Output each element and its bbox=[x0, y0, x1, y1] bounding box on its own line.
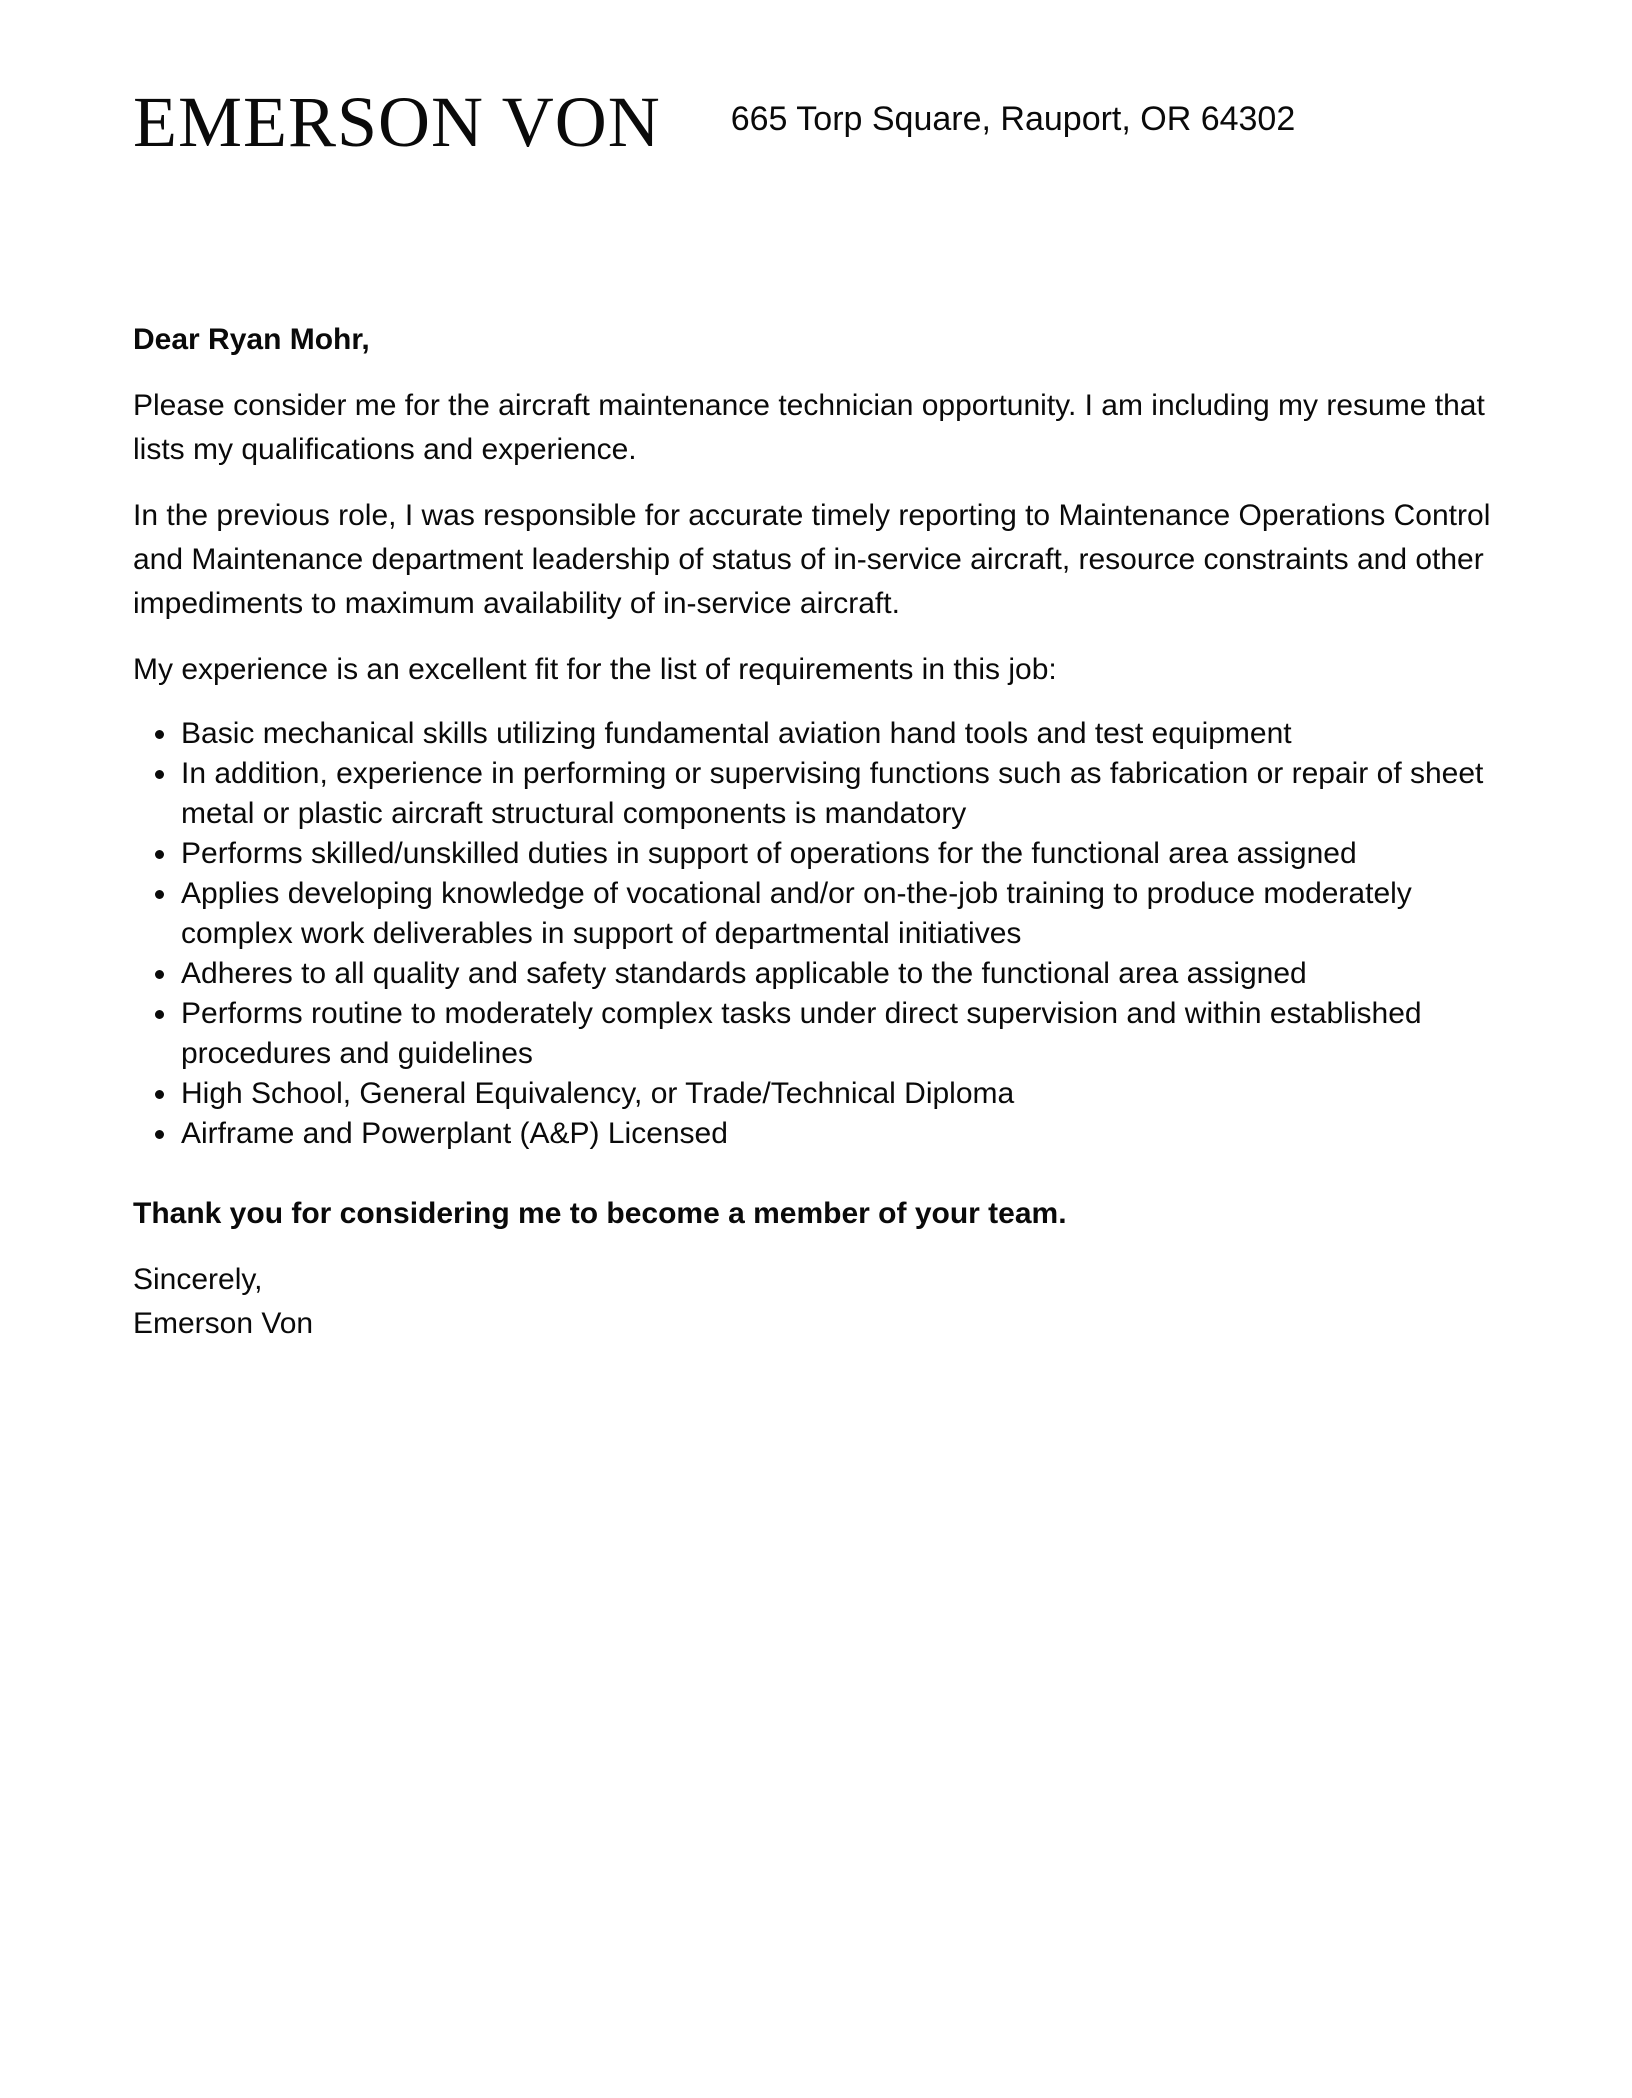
list-item: Airframe and Powerplant (A&P) Licensed bbox=[133, 1114, 1493, 1154]
experience-paragraph: In the previous role, I was responsible for accurate timely reporting to Maintenance Operations Control and Maintenance department leadership of status of in-service aircraft, resource constraints and other impediments to maximum availability of in-service aircraft. bbox=[133, 499, 1491, 620]
requirements-intro: My experience is an excellent fit for the list of requirements in this job: bbox=[133, 653, 1057, 686]
list-item: Performs routine to moderately complex tasks under direct supervision and within established procedures and guidelines bbox=[133, 994, 1493, 1074]
sender-address: 665 Torp Square, Rauport, OR 64302 bbox=[730, 100, 1296, 138]
salutation: Dear Ryan Mohr, bbox=[133, 323, 370, 356]
list-item: Basic mechanical skills utilizing fundamental aviation hand tools and test equipment bbox=[133, 714, 1493, 754]
requirements-list bbox=[133, 714, 1493, 1154]
list-item: High School, General Equivalency, or Trade/Technical Diploma bbox=[133, 1074, 1493, 1114]
list-item: Performs skilled/unskilled duties in support of operations for the functional area assigned bbox=[133, 834, 1493, 874]
list-item: Adheres to all quality and safety standards applicable to the functional area assigned bbox=[133, 954, 1493, 994]
list-item: In addition, experience in performing or supervising functions such as fabrication or repair of sheet metal or plastic aircraft structural components is mandatory bbox=[133, 754, 1493, 834]
letter-body bbox=[133, 318, 1493, 1346]
sender-name: EMERSON VON bbox=[133, 82, 661, 162]
intro-paragraph: Please consider me for the aircraft maintenance technician opportunity. I am including my resume that lists my qualifications and experience. bbox=[133, 389, 1485, 466]
list-item: Applies developing knowledge of vocational and/or on-the-job training to produce moderately complex work deliverables in support of departmental initiatives bbox=[133, 874, 1493, 954]
signature-name: Emerson Von bbox=[133, 1307, 314, 1340]
letter-header bbox=[133, 82, 1296, 162]
thank-you-line: Thank you for considering me to become a member of your team. bbox=[133, 1197, 1067, 1230]
closing: Sincerely, bbox=[133, 1263, 263, 1296]
